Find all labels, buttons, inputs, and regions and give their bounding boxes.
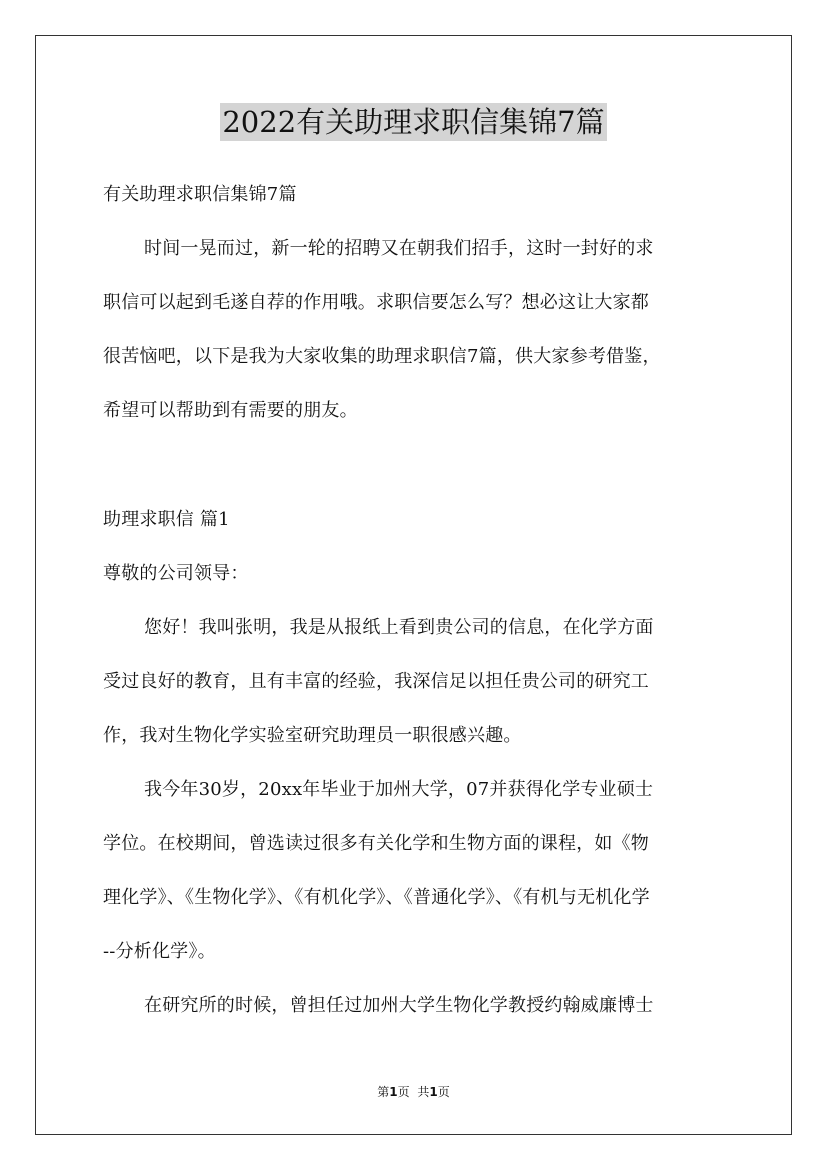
intro-line: 职信可以起到毛遂自荐的作用哦。求职信要怎么写？想必这让大家都 xyxy=(103,292,649,313)
total-prefix: 共 xyxy=(417,1085,430,1099)
salutation: 尊敬的公司领导： xyxy=(103,563,249,584)
paragraph-line: 受过良好的教育，且有丰富的经验，我深信足以担任贵公司的研究工 xyxy=(103,671,649,692)
page-footer xyxy=(0,1084,827,1100)
intro-line: 希望可以帮助到有需要的朋友。 xyxy=(103,400,358,421)
document-title: 2022有关助理求职信集锦7篇 xyxy=(222,105,605,139)
paragraph-line: 学位。在校期间，曾选读过很多有关化学和生物方面的课程，如《物 xyxy=(103,833,649,854)
page-suffix: 页 xyxy=(397,1085,410,1099)
paragraph-line: 作，我对生物化学实验室研究助理员一职很感兴趣。 xyxy=(103,725,522,746)
total-pages: 1 xyxy=(429,1085,438,1099)
paragraph-line: 您好！我叫张明，我是从报纸上看到贵公司的信息，在化学方面 xyxy=(144,617,654,638)
section-heading: 助理求职信 篇1 xyxy=(103,509,230,530)
paragraph-line: 理化学》、《生物化学》、《有机化学》、《普通化学》、《有机与无机化学 xyxy=(103,887,650,908)
paragraph-line: --分析化学》。 xyxy=(103,941,216,962)
paragraph-line: 在研究所的时候，曾担任过加州大学生物化学教授约翰威廉博士 xyxy=(144,995,654,1016)
total-suffix: 页 xyxy=(437,1085,450,1099)
document-subtitle: 有关助理求职信集锦7篇 xyxy=(103,184,297,205)
intro-line: 时间一晃而过，新一轮的招聘又在朝我们招手，这时一封好的求 xyxy=(144,238,654,259)
page-number: 1 xyxy=(389,1085,398,1099)
page-prefix: 第 xyxy=(377,1085,390,1099)
intro-line: 很苦恼吧，以下是我为大家收集的助理求职信7篇，供大家参考借鉴， xyxy=(103,346,661,367)
title-container xyxy=(0,103,827,141)
paragraph-line: 我今年30岁，20xx年毕业于加州大学，07并获得化学专业硕士 xyxy=(144,779,654,800)
